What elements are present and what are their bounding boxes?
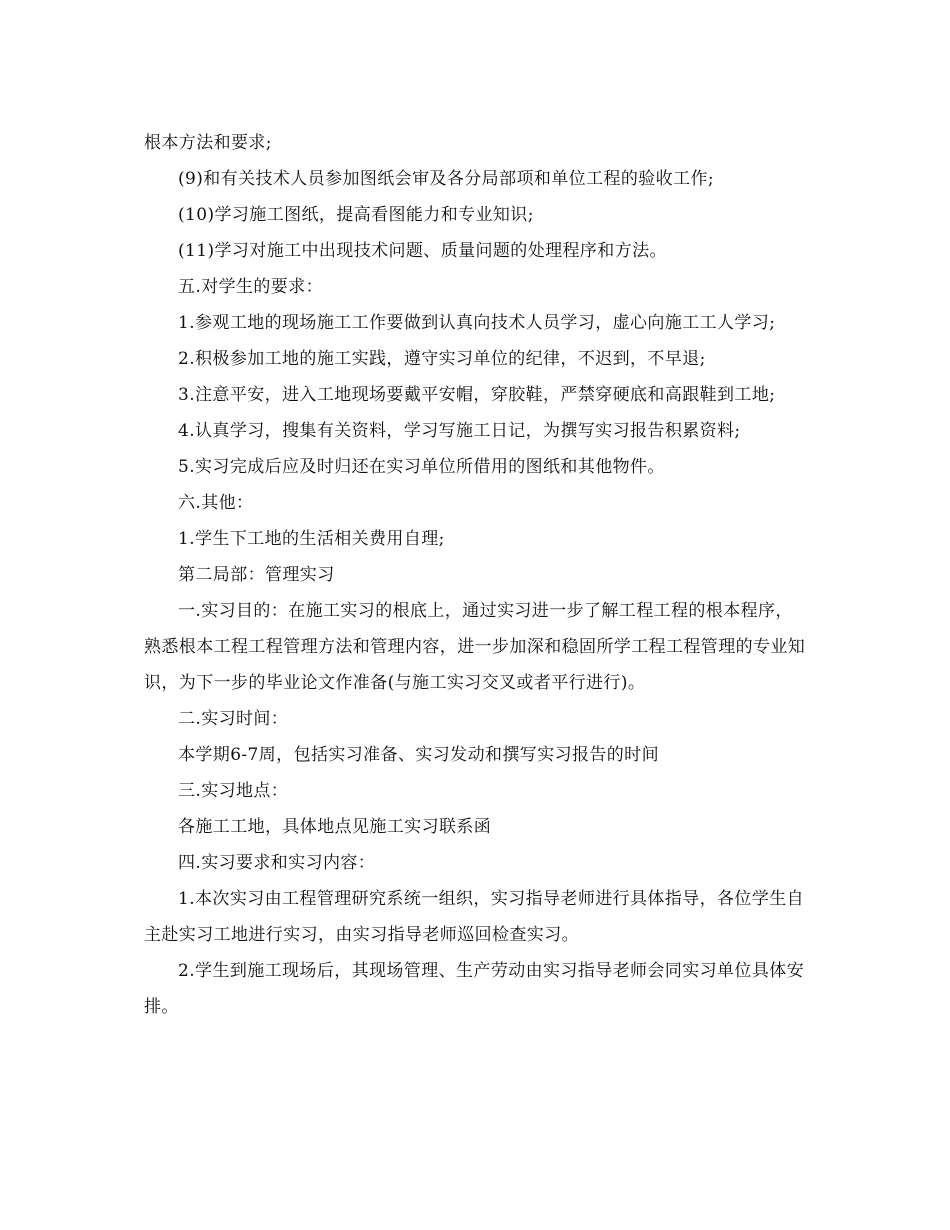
paragraph-7: 2.积极参加工地的施工实践，遵守实习单位的纪律，不迟到，不早退;: [178, 349, 706, 369]
paragraph-2: (9)和有关技术人员参加图纸会审及各分局部项和单位工程的验收工作;: [178, 169, 715, 189]
paragraph-4: (11)学习对施工中出现技术问题、质量问题的处理程序和方法。: [178, 241, 667, 261]
document-body: [144, 125, 806, 1025]
paragraph-9: 4.认真学习，搜集有关资料，学习写施工日记，为撰写实习报告积累资料;: [178, 421, 741, 441]
part-heading: 第二局部：管理实习: [178, 565, 335, 585]
paragraph-1: 根本方法和要求;: [144, 133, 272, 153]
paragraph-18: 各施工工地，具体地点见施工实习联系函: [178, 817, 492, 837]
paragraph-20: 1.本次实习由工程管理研究系统一组织，实习指导老师进行具体指导，各位学生自主赴实习工地进行实习，由实习指导老师巡回检查实习。: [144, 889, 805, 945]
paragraph-6: 1.参观工地的现场施工工作要做到认真向技术人员学习，虚心向施工工人学习;: [178, 313, 776, 333]
section-heading-5: 五.对学生的要求：: [178, 277, 324, 297]
paragraph-12: 1.学生下工地的生活相关费用自理;: [178, 529, 445, 549]
paragraph-14: 一.实习目的：在施工实习的根底上，通过实习进一步了解工程工程的根本程序，熟悉根本工程工程管理方法和管理内容，进一步加深和稳固所学工程工程管理的专业知识，为下一步的毕业论文作准备(与施工实习交叉或者平行进行)。: [144, 601, 806, 693]
section-heading-6: 六.其他：: [178, 493, 254, 513]
section-heading-3: 三.实习地点：: [178, 781, 289, 801]
section-heading-4: 四.实习要求和实习内容：: [178, 853, 376, 873]
paragraph-3: (10)学习施工图纸，提高看图能力和专业知识;: [178, 205, 534, 225]
paragraph-16: 本学期6-7周，包括实习准备、实习发动和撰写实习报告的时间: [178, 745, 659, 765]
paragraph-21: 2.学生到施工现场后，其现场管理、生产劳动由实习指导老师会同实习单位具体安排。: [144, 961, 805, 1017]
paragraph-10: 5.实习完成后应及时归还在实习单位所借用的图纸和其他物件。: [178, 457, 665, 477]
paragraph-8: 3.注意平安，进入工地现场要戴平安帽，穿胶鞋，严禁穿硬底和高跟鞋到工地;: [178, 385, 776, 405]
section-heading-2: 二.实习时间：: [178, 709, 289, 729]
